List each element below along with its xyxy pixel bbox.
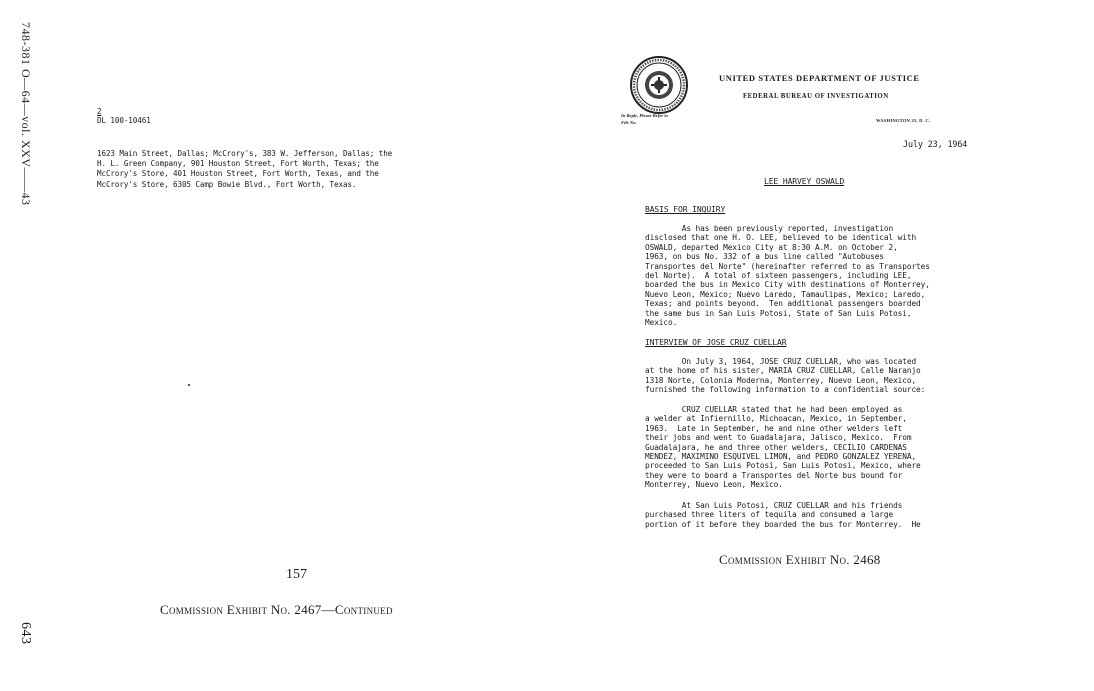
text-line: Transportes del Norte" (hereinafter referred to as Transportes xyxy=(645,261,930,271)
speck xyxy=(188,384,190,386)
text-line: CRUZ CUELLAR stated that he had been employed as xyxy=(645,405,903,414)
text-line: MENDEZ, MAXIMINO ESQUIVEL LIMON, and PEDRO GONZALEZ YERENA, xyxy=(645,452,917,462)
left-page-number: 157 xyxy=(286,567,307,582)
section-heading-basis: BASIS FOR INQUIRY xyxy=(645,205,726,214)
text-line: On July 3, 1964, JOSE CRUZ CUELLAR, who was located xyxy=(645,357,917,366)
text-line: Guadalajara, he and three other welders, CECILIO CARDENAS xyxy=(645,442,907,452)
text-line: McCrory's Store, 6305 Camp Bowie Blvd., Fort Worth, Texas. xyxy=(97,179,357,189)
basis-paragraph xyxy=(645,224,930,327)
text-line: H. L. Green Company, 901 Houston Street, Fort Worth, Texas; the xyxy=(97,159,379,169)
margin-page-number: 643 xyxy=(18,622,33,645)
text-line: 1318 Norte, Colonia Moderna, Monterrey, Nuevo Leon, Mexico, xyxy=(645,375,917,385)
text-line: 1963. Late in September, he and nine other welders left xyxy=(645,423,903,433)
text-line: at the home of his sister, MARIA CRUZ CUELLAR, Calle Naranjo xyxy=(645,366,921,376)
text-line: 1623 Main Street, Dallas; McCrory's, 383 W. Jefferson, Dallas; the xyxy=(97,149,393,158)
text-line: OSWALD, departed Mexico City at 8:30 A.M. on October 2, xyxy=(645,242,898,252)
text-line: Texas; and points beyond. Ten additional passengers boarded xyxy=(645,299,921,309)
department-heading: UNITED STATES DEPARTMENT OF JUSTICE xyxy=(719,73,920,83)
interview-paragraph-2 xyxy=(645,405,921,490)
left-exhibit-caption: Commission Exhibit No. 2467—Continued xyxy=(160,602,393,617)
text-line: Monterrey, Nuevo Leon, Mexico. xyxy=(645,480,783,490)
text-line: they were to board a Transportes del Norte bus bound for xyxy=(645,470,903,480)
right-exhibit-caption: Commission Exhibit No. 2468 xyxy=(719,552,881,567)
text-line: At San Luis Potosi, CRUZ CUELLAR and his friends xyxy=(645,501,903,510)
text-line: del Norte). A total of sixteen passengers, including LEE, xyxy=(645,271,912,281)
text-line: furnished the following information to a confidential source: xyxy=(645,385,926,395)
reply-note: In Reply, Please Refer to xyxy=(621,113,668,118)
text-line: As has been previously reported, investigation xyxy=(645,224,894,233)
text-line: 1963, on bus No. 332 of a bus line called "Autobuses xyxy=(645,252,884,262)
text-line: proceeded to San Luis Potosi, San Luis Potosi, Mexico, where xyxy=(645,461,921,471)
text-line: portion of it before they boarded the bus for Monterrey. He xyxy=(645,519,921,529)
text-line: disclosed that one H. O. LEE, believed to be identical with xyxy=(645,233,917,243)
text-line: purchased three liters of tequila and consumed a large xyxy=(645,510,894,520)
letter-date: July 23, 1964 xyxy=(903,139,968,149)
file-no-note: File No. xyxy=(621,120,637,125)
letter-subject: LEE HARVEY OSWALD xyxy=(764,177,845,186)
text-line: the same bus in San Luis Potosi, State of San Luis Potosi, xyxy=(645,308,912,318)
text-line: Nuevo Leon, Mexico; Nuevo Laredo, Tamaulipas, Mexico; Laredo, xyxy=(645,289,926,299)
file-number: DL 100-10461 xyxy=(97,116,151,125)
text-line: their jobs and went to Guadalajara, Jalisco, Mexico. From xyxy=(645,433,912,443)
doj-seal-icon xyxy=(629,55,689,115)
text-line: boarded the bus in Mexico City with destinations of Monterrey, xyxy=(645,280,930,290)
page-marker: 2 xyxy=(97,107,102,116)
location-line: WASHINGTON 25, D. C. xyxy=(876,118,931,123)
volume-reference: 748-381 O—64—vol. XXV——43 xyxy=(19,22,33,206)
text-line: a welder at Infiernillo, Michoacan, Mexico, in September, xyxy=(645,414,907,424)
text-line: Mexico. xyxy=(645,318,678,328)
left-paragraph xyxy=(97,149,392,190)
interview-paragraph-1 xyxy=(645,357,925,395)
section-heading-interview: INTERVIEW OF JOSE CRUZ CUELLAR xyxy=(645,338,787,347)
interview-paragraph-3 xyxy=(645,501,921,529)
bureau-heading: FEDERAL BUREAU OF INVESTIGATION xyxy=(743,93,889,100)
text-line: McCrory's Store, 401 Houston Street, Fort Worth, Texas, and the xyxy=(97,169,379,179)
